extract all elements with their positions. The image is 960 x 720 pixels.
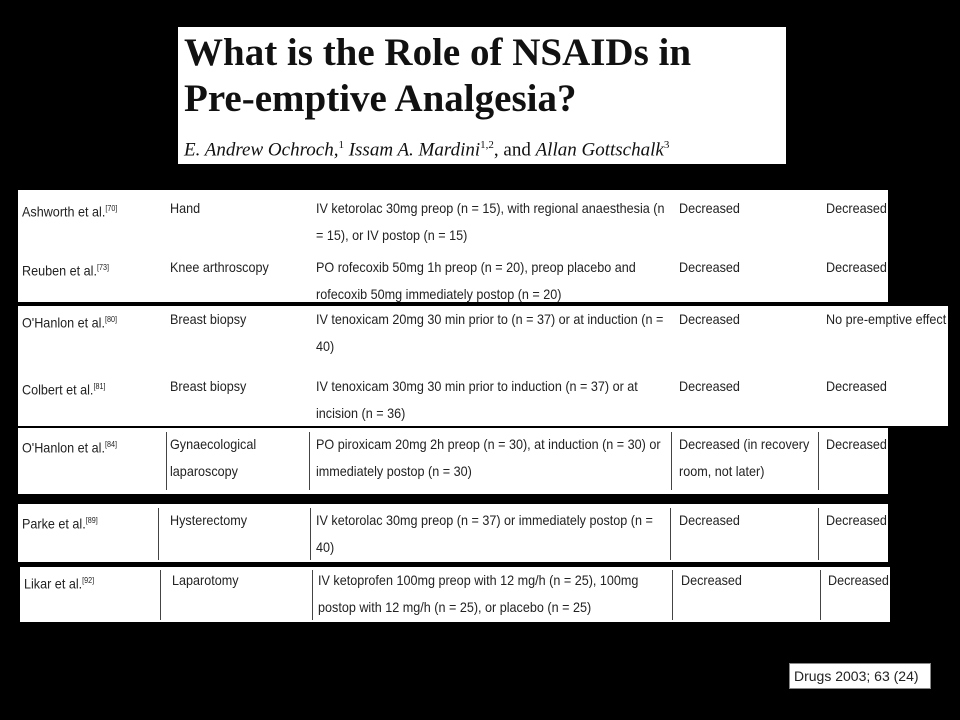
column-divider	[820, 570, 821, 620]
result-cell: Decreased	[828, 572, 889, 588]
author-affiliation: 3	[663, 139, 670, 151]
procedure-cell: Knee arthroscopy	[170, 259, 269, 275]
author-name: E. Andrew Ochroch,	[184, 139, 339, 161]
author-list: E. Andrew Ochroch,$^1$ Issam A. Mardini$^{1,2}$, and Allan Gottschalk$^3$	[184, 139, 670, 161]
column-divider	[670, 508, 671, 560]
result-cell: No pre-emptive effect	[826, 311, 947, 327]
result-cell: Decreased	[826, 378, 887, 394]
result-cell: Decreased	[826, 200, 887, 216]
result-cell: Decreased	[679, 200, 740, 216]
column-divider	[309, 432, 310, 490]
result-cell: Decreased	[679, 512, 740, 528]
column-divider	[160, 570, 161, 620]
result-cell: Decreased	[826, 436, 887, 452]
regimen-cell: PO piroxicam 20mg 2h preop (n = 30), at induction (n = 30) or immediately postop (n = 30)	[316, 436, 661, 479]
regimen-cell: IV tenoxicam 20mg 30 min prior to (n = 37) or at induction (n = 40)	[316, 311, 664, 354]
result-cell: Decreased	[679, 259, 740, 275]
regimen-cell: PO rofecoxib 50mg 1h preop (n = 20), preop placebo and rofecoxib 50mg immediately postop (n = 20)	[316, 259, 636, 302]
column-divider	[818, 508, 819, 560]
result-cell: Decreased (in recovery room, not later)	[679, 436, 810, 479]
regimen-cell: IV ketoprofen 100mg preop with 12 mg/h (n = 25), 100mg postop with 12 mg/h (n = 25), or placebo (n = 25)	[318, 572, 639, 615]
procedure-cell: Hysterectomy	[170, 512, 248, 528]
column-divider	[671, 432, 672, 490]
column-divider	[310, 508, 311, 560]
result-cell: Decreased	[679, 311, 740, 327]
author-cell: O'Hanlon et al.[80]	[22, 314, 117, 331]
result-cell: Decreased	[826, 259, 887, 275]
author-cell: Colbert et al.[81]	[22, 381, 106, 398]
procedure-cell: Laparotomy	[172, 572, 239, 588]
result-cell: Decreased	[681, 572, 742, 588]
table-strip-1	[18, 190, 888, 302]
table-strip-4	[18, 504, 888, 562]
author-cell: Parke et al.[89]	[22, 515, 98, 532]
author-affiliation: 1,2	[480, 139, 494, 151]
procedure-cell: Hand	[170, 200, 201, 216]
paper-title-line-2: Pre-emptive Analgesia?	[184, 77, 577, 120]
column-divider	[166, 432, 167, 490]
table-strip-5	[20, 567, 890, 622]
table-strip-3	[18, 428, 888, 494]
author-cell: Likar et al.[92]	[24, 575, 95, 592]
author-name: Allan Gottschalk	[535, 139, 664, 161]
table-strip-2	[18, 306, 948, 426]
regimen-cell: IV ketorolac 30mg preop (n = 37) or immediately postop (n = 40)	[316, 512, 653, 555]
column-divider	[818, 432, 819, 490]
procedure-cell: Breast biopsy	[170, 378, 247, 394]
paper-title-box	[178, 27, 786, 164]
author-cell: O'Hanlon et al.[84]	[22, 439, 117, 456]
author-cell: Reuben et al.[73]	[22, 262, 109, 279]
regimen-cell: IV tenoxicam 30mg 30 min prior to induction (n = 37) or at incision (n = 36)	[316, 378, 638, 421]
result-cell: Decreased	[826, 512, 887, 528]
paper-title-line-1: What is the Role of NSAIDs in	[184, 31, 692, 74]
procedure-cell: Gynaecological laparoscopy	[170, 436, 257, 479]
result-cell: Decreased	[679, 378, 740, 394]
procedure-cell: Breast biopsy	[170, 311, 247, 327]
author-cell: Ashworth et al.[70]	[22, 203, 118, 220]
column-divider	[312, 570, 313, 620]
author-connector: and	[503, 139, 531, 161]
author-name: Issam A. Mardini	[348, 139, 481, 161]
author-affiliation: 1	[338, 139, 344, 151]
journal-citation: Drugs 2003; 63 (24)	[789, 663, 931, 689]
regimen-cell: IV ketorolac 30mg preop (n = 15), with regional anaesthesia (n = 15), or IV postop (n = 15)	[316, 200, 665, 243]
column-divider	[672, 570, 673, 620]
column-divider	[158, 508, 159, 560]
